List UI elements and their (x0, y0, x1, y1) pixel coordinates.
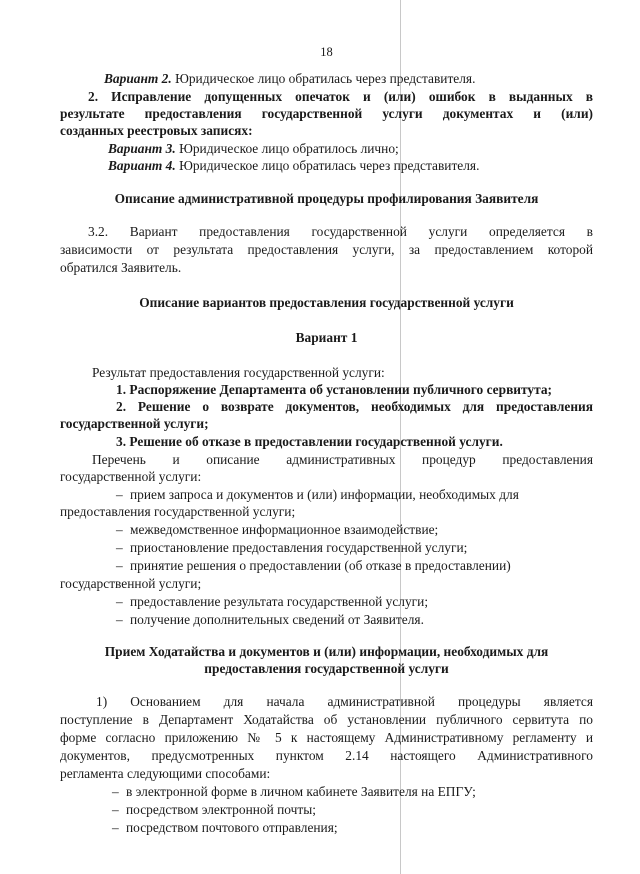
heading-reception-line2: предоставления государственной услуги (204, 661, 449, 676)
page-number: 18 (320, 45, 333, 59)
heading-variants: Описание вариантов предоставления государственной услуги (139, 295, 514, 310)
result-2-line1: 2. Решение о возврате документов, необходимых для предоставления (116, 399, 593, 414)
basis-line4: документов, предусмотренных пунктом 2.14 настоящего Административного (60, 748, 593, 763)
para-3-2-line2: зависимости от результата предоставления услуги, за предоставлением которой (60, 242, 593, 257)
procedure-item: – получение дополнительных сведений от Заявителя. (116, 611, 640, 628)
variant2-line (104, 70, 637, 87)
variant2-label: Вариант 2. (104, 71, 172, 86)
item2-line2: результате предоставления государственной услуги документах и (или) (60, 106, 593, 121)
procedure-item: – предоставление результата государственной услуги; (116, 593, 640, 610)
method-item: – в электронной форме в личном кабинете Заявителя на ЕПГУ; (112, 783, 640, 800)
variant4-line (108, 157, 640, 174)
variant2-text: Юридическое лицо обратилась через представителя. (171, 71, 476, 86)
variant3-text: Юридическое лицо обратилось лично; (175, 141, 399, 156)
result-1: 1. Распоряжение Департамента об установлении публичного сервитута; (116, 382, 553, 397)
procedure-item: – прием запроса и документов и (или) информации, необходимых для (116, 486, 640, 503)
procedures-intro-line1: Перечень и описание административных процедур предоставления (92, 452, 593, 467)
method-item: – посредством почтового отправления; (112, 819, 640, 836)
basis-line3: форме согласно приложению № 5 к настоящему Административному регламенту и (60, 730, 593, 745)
procedure-item: – приостановление предоставления государственной услуги; (116, 539, 640, 556)
variant3-line (108, 140, 640, 157)
variant4-text: Юридическое лицо обратилась через представителя. (175, 158, 480, 173)
item2-line3: созданных реестровых записях: (60, 123, 253, 138)
heading-variant1: Вариант 1 (295, 330, 358, 345)
variant3-label: Вариант 3. (108, 141, 176, 156)
heading-profiling: Описание административной процедуры профилирования Заявителя (114, 191, 539, 206)
procedure-item: – принятие решения о предоставлении (об отказе в предоставлении) (116, 557, 640, 574)
para-3-2-line3: обратился Заявитель. (60, 260, 182, 275)
variant4-label: Вариант 4. (108, 158, 176, 173)
procedures-intro-line2: государственной услуги: (60, 469, 202, 484)
result-2-line2: государственной услуги; (60, 416, 209, 431)
procedure-item-cont: государственной услуги; (60, 576, 202, 591)
heading-reception-line1: Прием Ходатайства и документов и (или) информации, необходимых для (104, 644, 549, 659)
result-3: 3. Решение об отказе в предоставлении государственной услуги. (116, 434, 503, 449)
procedure-item: – межведомственное информационное взаимодействие; (116, 521, 640, 538)
item2-line1: 2. Исправление допущенных опечаток и (или) ошибок в выданных в (88, 89, 593, 104)
method-item: – посредством электронной почты; (112, 801, 640, 818)
basis-line1: 1) Основанием для начала административной процедуры является (96, 694, 593, 709)
para-3-2-line1: 3.2. Вариант предоставления государственной услуги определяется в (88, 224, 593, 239)
basis-line2: поступление в Департамент Ходатайства об установлении публичного сервитута по (60, 712, 593, 727)
result-intro: Результат предоставления государственной услуги: (92, 365, 385, 380)
basis-line5: регламента следующими способами: (60, 766, 271, 781)
procedure-item-cont: предоставления государственной услуги; (60, 504, 296, 519)
